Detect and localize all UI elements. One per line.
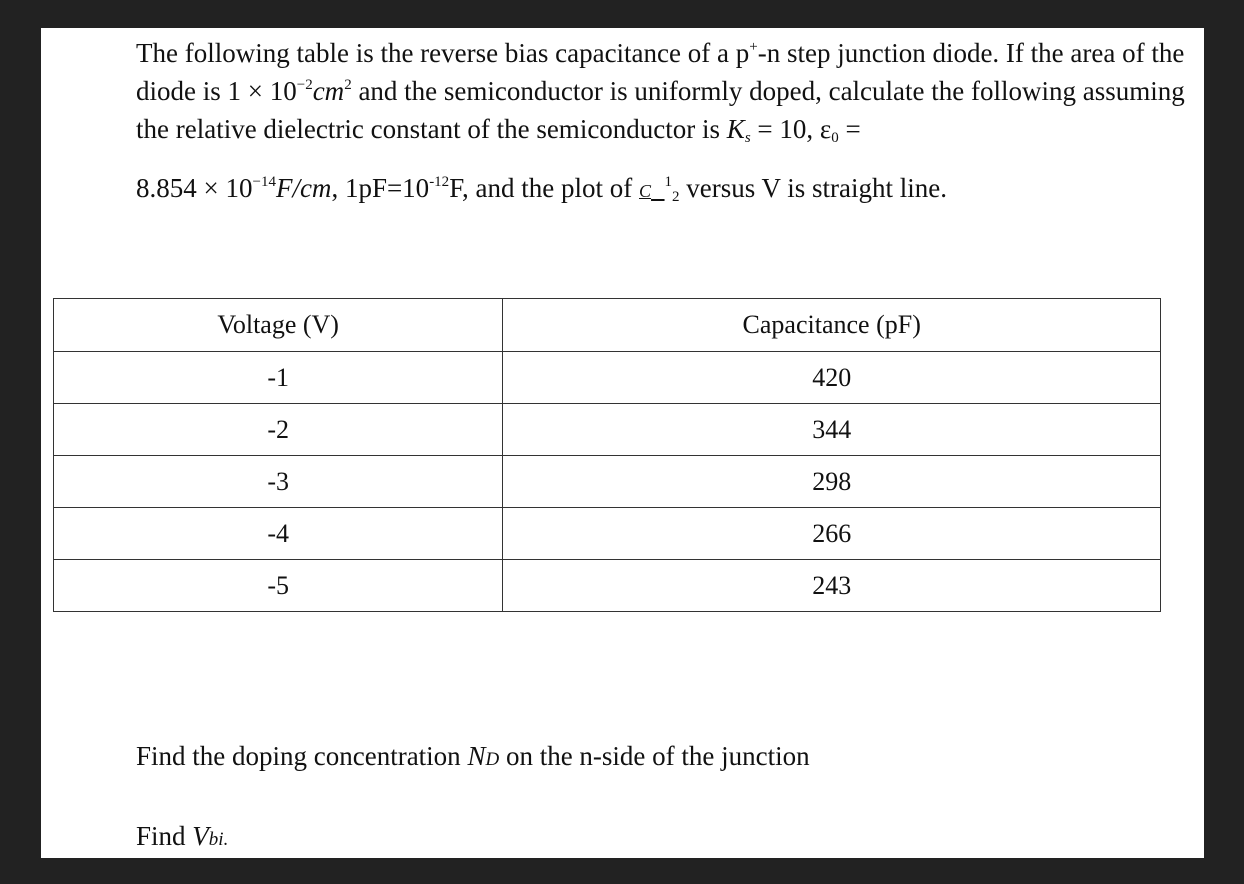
header-capacitance: Capacitance (pF): [503, 299, 1161, 352]
question-doping-concentration: Find the doping concentration ND on the n-side of the junction: [136, 741, 810, 771]
capacitance-cell: 298: [503, 456, 1161, 508]
capacitance-cell: 344: [503, 404, 1161, 456]
question-built-in-voltage: Find Vbi.: [136, 821, 229, 851]
voltage-cell: -1: [54, 352, 503, 404]
table-row: [54, 456, 1161, 508]
table-row: [54, 352, 1161, 404]
capacitance-table: [53, 298, 1161, 612]
capacitance-cell: 420: [503, 352, 1161, 404]
table-row: [54, 508, 1161, 560]
voltage-cell: -2: [54, 404, 503, 456]
problem-statement: The following table is the reverse bias capacitance of a p+-n step junction diode. If the area of the diode is $1 \times 10^{-2}cm^2$ and the semiconductor is uniformly doped, calculate the following assuming the relative dielectric constant of the semiconductor is $K_s = 10$, $\varepsilon_0$ =: [136, 38, 1185, 146]
voltage-cell: -3: [54, 456, 503, 508]
document-page: [41, 28, 1204, 858]
table-header-row: [54, 299, 1161, 352]
voltage-cell: -4: [54, 508, 503, 560]
header-voltage: Voltage (V): [54, 299, 503, 352]
table-row: [54, 404, 1161, 456]
capacitance-cell: 266: [503, 508, 1161, 560]
problem-statement-continued: $8.854 \times 10^{-14}F/cm$, $1pF=10^{-12}F$, and the plot of C $^1_2$ versus V is straight line.: [136, 173, 948, 205]
table-row: [54, 560, 1161, 612]
voltage-cell: -5: [54, 560, 503, 612]
c-inverse-square-symbol: C: [639, 181, 652, 201]
capacitance-cell: 243: [503, 560, 1161, 612]
